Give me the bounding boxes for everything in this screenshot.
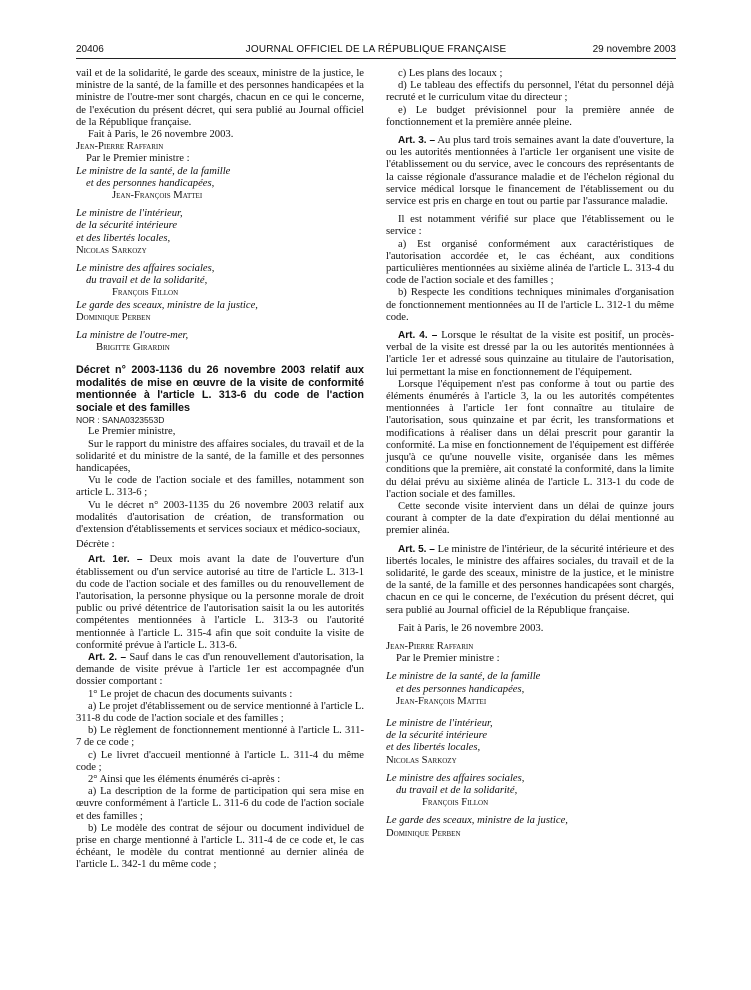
page-header	[76, 44, 676, 58]
article-1-label: Art. 1er. –	[88, 554, 143, 566]
minister-interieur-title-b2: de la sécurité intérieure	[386, 730, 488, 742]
decret-title: Décret n° 2003-1136 du 26 novembre 2003 relatif aux modalités de mise en œuvre de la visite de conformité mentionnée à l'article L. 313-6 du code de l'action sociale et des familles	[76, 364, 364, 414]
article-4-paragraph-3: Cette seconde visite intervient dans un délai de quinze jours courant à compter de la date d'expiration du délai mentionné au premier alinéa.	[386, 500, 674, 537]
article-2-text: Sauf dans le cas d'un renouvellement d'autorisation, la demande de visite prévue à l'article 1er est accompagnée d'un dossier comportant :	[76, 651, 364, 688]
minister-justice-name: Dominique Perben	[76, 311, 151, 323]
minister-interieur-title: Le ministre de l'intérieur,	[76, 208, 183, 220]
issue-date: 29 novembre 2003	[592, 44, 676, 55]
list-item: a) La description de la forme de participation qui sera mise en œuvre conformément à l'article L. 311-6 du code de l'action sociale et des familles ;	[76, 786, 364, 822]
list-item: a) Est organisé conformément aux caractéristiques de l'autorisation accordée et, le cas échéant, aux conditions particulières mentionnées au sixième alinéa de l'article L. 313-4 du code de l'action sociale et des familles ;	[386, 238, 674, 287]
minister-sante-title: Le ministre de la santé, de la famille	[76, 165, 231, 177]
list-item: c) Le livret d'accueil mentionné à l'article L. 311-4 du même code ;	[76, 749, 364, 773]
verification-intro: Il est notamment vérifié sur place que l'établissement ou le service :	[386, 214, 674, 238]
minister-outremer-name: Brigitte Girardin	[96, 342, 170, 354]
minister-interieur-title-b: Le ministre de l'intérieur,	[386, 717, 493, 729]
article-3-label: Art. 3. –	[398, 135, 436, 147]
article-4-label: Art. 4. –	[398, 330, 438, 342]
vu-code: Vu le code de l'action sociale et des familles, notamment son article L. 313-6 ;	[76, 475, 364, 499]
list-item: 2° Ainsi que les éléments énumérés ci-après :	[88, 773, 281, 785]
minister-sante-title-2: et des personnes handicapées,	[86, 177, 215, 189]
minister-affaires-name-b: François Fillon	[422, 797, 489, 809]
minister-interieur-title-2: de la sécurité intérieure	[76, 220, 178, 232]
minister-justice-title: Le garde des sceaux, ministre de la justice,	[76, 299, 258, 311]
premier-ministre: Le Premier ministre,	[88, 426, 176, 438]
par-premier-ministre-2: Par le Premier ministre :	[396, 653, 500, 665]
article-4	[386, 330, 674, 379]
minister-sante-name: Jean-François Mattei	[112, 190, 203, 202]
nor-reference: NOR : SANA0323553D	[76, 415, 165, 426]
article-5-label: Art. 5. –	[398, 543, 435, 555]
minister-sante-title-b: Le ministre de la santé, de la famille	[386, 671, 541, 683]
intro-paragraph: vail et de la solidarité, le garde des sceaux, ministre de la justice, le ministre de la santé, de la famille et des personnes handicapées et la ministre de l'outre-mer sont chargés, chacun en ce qui le concerne, de l'exécution du présent décret, qui sera publié au Journal officiel de la République française.	[76, 68, 364, 128]
article-4-text: Lorsque le résultat de la visite est positif, un procès-verbal de la visite est dressé par la ou les autorités mentionnées à l'article 1er et adressé sous quinzaine au titulaire de l'autorisation, lui permettant la mise en fonctionnement de l'équipement.	[386, 330, 674, 378]
fait-a-paris: Fait à Paris, le 26 novembre 2003.	[88, 129, 234, 141]
minister-interieur-name: Nicolas Sarkozy	[76, 244, 147, 256]
journal-title: JOURNAL OFFICIEL DE LA RÉPUBLIQUE FRANÇAISE	[245, 44, 507, 55]
right-column	[386, 68, 674, 840]
minister-affaires-title: Le ministre des affaires sociales,	[76, 263, 215, 275]
minister-interieur-name-b: Nicolas Sarkozy	[386, 754, 457, 766]
sur-le-rapport: Sur le rapport du ministre des affaires sociales, du travail et de la solidarité et du ministre de la santé, de la famille et des personnes handicapées,	[76, 438, 364, 474]
minister-interieur-title-3: et des libertés locales,	[76, 232, 171, 244]
minister-sante-name-b: Jean-François Mattei	[396, 695, 487, 707]
article-1-text: Deux mois avant la date de l'ouverture d'un établissement ou d'un service autorisé au titre de l'article L. 313-1 du code de l'action sociale et des familles ou du renouvellement de l'autorisation, la personne physique ou la personne morale de droit public ou privé détentrice de l'autorisation saisit la ou les autorités compétentes mentionnées à l'article L. 313-3 ou l'autorité mentionnée à l'article L. 315-4 afin que soit conduite la visite de conformité prévue à l'article L. 313-6.	[76, 554, 364, 651]
article-5-text: Le ministre de l'intérieur, de la sécurité intérieure et des libertés locales, le ministre des affaires sociales, du travail et de la solidarité, le garde des sceaux, ministre de la justice, et le ministre de la santé, de la famille et des personnes handicapées sont chargés, chacun en ce qui le concerne, de l'exécution du présent décret, qui sera publié au Journal officiel de la République française.	[386, 543, 674, 616]
minister-justice-name-b: Dominique Perben	[386, 827, 461, 839]
list-item: c) Les plans des locaux ;	[398, 68, 503, 79]
minister-affaires-title-2: du travail et de la solidarité,	[86, 275, 208, 287]
pm-signature: Jean-Pierre Raffarin	[76, 141, 164, 153]
fait-a-paris-2: Fait à Paris, le 26 novembre 2003.	[398, 622, 544, 634]
minister-sante-title-b2: et des personnes handicapées,	[396, 683, 525, 695]
article-3	[386, 135, 674, 208]
minister-affaires-title-b: Le ministre des affaires sociales,	[386, 772, 525, 784]
pm-signature-2: Jean-Pierre Raffarin	[386, 640, 474, 652]
left-column	[76, 68, 364, 872]
minister-affaires-name: François Fillon	[112, 287, 179, 299]
list-item: b) Le règlement de fonctionnement mentionné à l'article L. 311-7 de ce code ;	[76, 725, 364, 749]
minister-justice-title-b: Le garde des sceaux, ministre de la justice,	[386, 815, 568, 827]
list-item: 1° Le projet de chacun des documents suivants :	[88, 688, 293, 700]
decrete: Décrète :	[76, 539, 115, 551]
article-2	[76, 652, 364, 689]
minister-outremer-title: La ministre de l'outre-mer,	[76, 330, 189, 342]
list-item: b) Le modèle des contrat de séjour ou document individuel de prise en charge mentionné à l'article L. 311-4 de ce code et, le cas échéant, le modèle du contrat mentionné au dernier alinéa de l'article L. 342-1 du même code ;	[76, 822, 364, 871]
list-item: b) Respecte les conditions techniques minimales d'organisation de fonctionnement mentionnées au II de l'article L. 312-1 du même code.	[386, 287, 674, 323]
list-item: d) Le tableau des effectifs du personnel, l'état du personnel déjà recruté et le curriculum vitae du directeur ;	[386, 80, 674, 104]
list-item: a) Le projet d'établissement ou de service mentionné à l'article L. 311-8 du code de l'action sociale et des familles ;	[76, 700, 364, 724]
header-rule	[76, 58, 676, 59]
page-number: 20406	[76, 44, 104, 55]
minister-interieur-title-b3: et des libertés locales,	[386, 742, 481, 754]
article-1	[76, 554, 364, 652]
list-item: e) Le budget prévisionnel pour la première année de fonctionnement et la première année pleine.	[386, 104, 674, 128]
par-premier-ministre: Par le Premier ministre :	[86, 153, 190, 165]
article-2-label: Art. 2. –	[88, 651, 127, 663]
article-4-paragraph-2: Lorsque l'équipement n'est pas conforme à tout ou partie des éléments énumérés à l'article 3, la ou les autorités compétentes mentionnées à l'article 1er font connaître au titulaire de l'autorisation, sous quinzaine et par écrit, les transformations et modifications à réaliser dans un délai prescrit pour garantir la conformité. La mise en fonctionnement de l'équipement est différée jusqu'à ce qu'une nouvelle visite, organisée dans les mêmes conditions que la première, ait constaté la conformité, dans la limite du délai prévu au sixième alinéa de l'article L. 313-1 du code de l'action sociale et des familles.	[386, 378, 674, 500]
article-3-text: Au plus tard trois semaines avant la date d'ouverture, la ou les autorités mentionnées à l'article 1er organisent une visite de l'établissement ou du service, avec le concours des représentants de la caisse régionale d'assurance maladie et de l'échelon régional du service médical lorsque le financement de l'établissement ou du service est pris en charge en tout ou partie par l'assurance maladie.	[386, 135, 674, 208]
minister-affaires-title-b2: du travail et de la solidarité,	[396, 784, 518, 796]
article-5	[386, 544, 674, 617]
vu-decret: Vu le décret n° 2003-1135 du 26 novembre 2003 relatif aux modalités d'autorisation de création, de transformation ou d'extension d'établissements et services sociaux et médico-sociaux,	[76, 499, 364, 535]
